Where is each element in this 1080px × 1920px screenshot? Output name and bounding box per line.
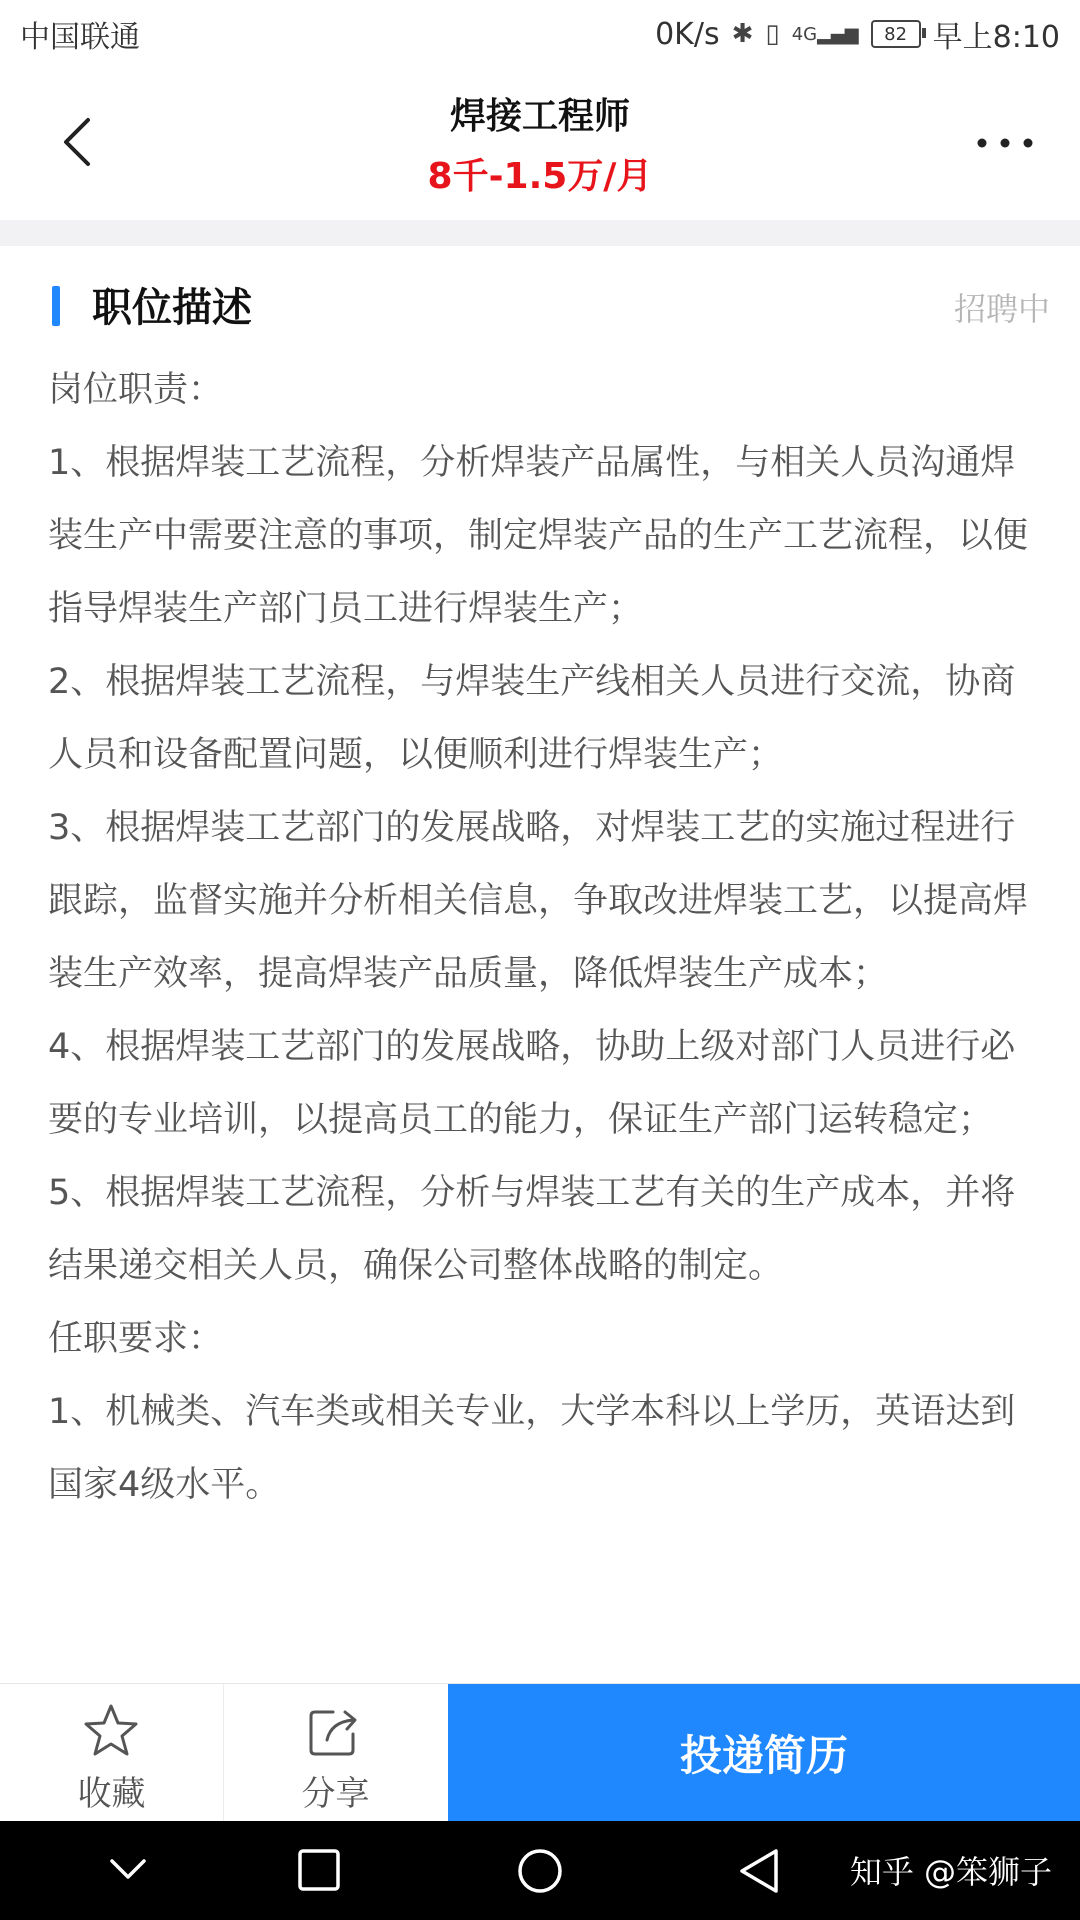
share-label: 分享	[301, 1774, 370, 1814]
battery-level: 82	[884, 23, 908, 45]
status-bar	[0, 0, 1080, 68]
description-line: 5、根据焊装工艺流程，分析与焊装工艺有关的生产成本，并将结果递交相关人员，确保公司整体战略的制定。	[48, 1173, 1016, 1286]
favorite-label: 收藏	[77, 1774, 146, 1814]
action-bar	[0, 1683, 1080, 1822]
job-description	[48, 354, 1040, 1522]
job-description-header	[0, 246, 1080, 366]
recruiting-status: 招聘中	[953, 290, 1050, 328]
share-icon	[305, 1702, 365, 1760]
description-line: 1、根据焊装工艺流程，分析焊装产品属性，与相关人员沟通焊装生产中需要注意的事项，制定焊装产品的生产工艺流程，以便指导焊装生产部门员工进行焊装生产；	[48, 443, 1029, 629]
clock: 早上8:10	[932, 20, 1060, 55]
header	[0, 68, 1080, 220]
carrier: 中国联通	[20, 20, 140, 55]
description-line: 2、根据焊装工艺流程，与焊装生产线相关人员进行交流，协商人员和设备配置问题，以便顺利进行焊装生产；	[48, 662, 1016, 775]
status-icons	[655, 12, 1060, 56]
section-divider	[0, 220, 1080, 246]
nav-back-icon[interactable]	[736, 1847, 784, 1895]
nav-down-icon[interactable]	[106, 1847, 150, 1891]
nav-recent-icon[interactable]	[296, 1847, 342, 1893]
network-speed: 0K/s	[655, 16, 720, 52]
watermark: 知乎 @笨狮子	[849, 1853, 1052, 1891]
share-button[interactable]	[224, 1684, 447, 1822]
page-title: 焊接工程师	[449, 96, 630, 137]
apply-resume-button[interactable]: 投递简历	[448, 1684, 1080, 1822]
system-nav-bar	[0, 1821, 1080, 1920]
description-line: 任职要求：	[48, 1319, 224, 1359]
section-title: 职位描述	[92, 285, 252, 331]
description-line: 3、根据焊装工艺部门的发展战略，对焊装工艺的实施过程进行跟踪，监督实施并分析相关信息，争取改进焊装工艺，以提高焊装生产效率，提高焊装产品质量，降低焊装生产成本；	[48, 808, 1029, 994]
more-icon[interactable]	[970, 128, 1040, 158]
section-accent-bar	[52, 286, 60, 326]
salary-range: 8千-1.5万/月	[427, 156, 653, 197]
star-icon	[81, 1702, 141, 1760]
vibrate-icon: ▯	[765, 19, 780, 49]
description-line: 1、机械类、汽车类或相关专业，大学本科以上学历，英语达到国家4级水平。	[48, 1392, 1016, 1505]
description-line: 岗位职责：	[48, 370, 224, 410]
favorite-button[interactable]	[0, 1684, 224, 1822]
network-type: 4G	[791, 23, 818, 45]
description-line: 4、根据焊装工艺部门的发展战略，协助上级对部门人员进行必要的专业培训，以提高员工的能力，保证生产部门运转稳定；	[48, 1027, 1016, 1140]
bluetooth-icon: ✱	[731, 19, 754, 49]
battery-icon	[871, 20, 921, 48]
nav-home-icon[interactable]	[516, 1847, 564, 1895]
signal-icon: 4G▂▄▆	[791, 23, 859, 45]
